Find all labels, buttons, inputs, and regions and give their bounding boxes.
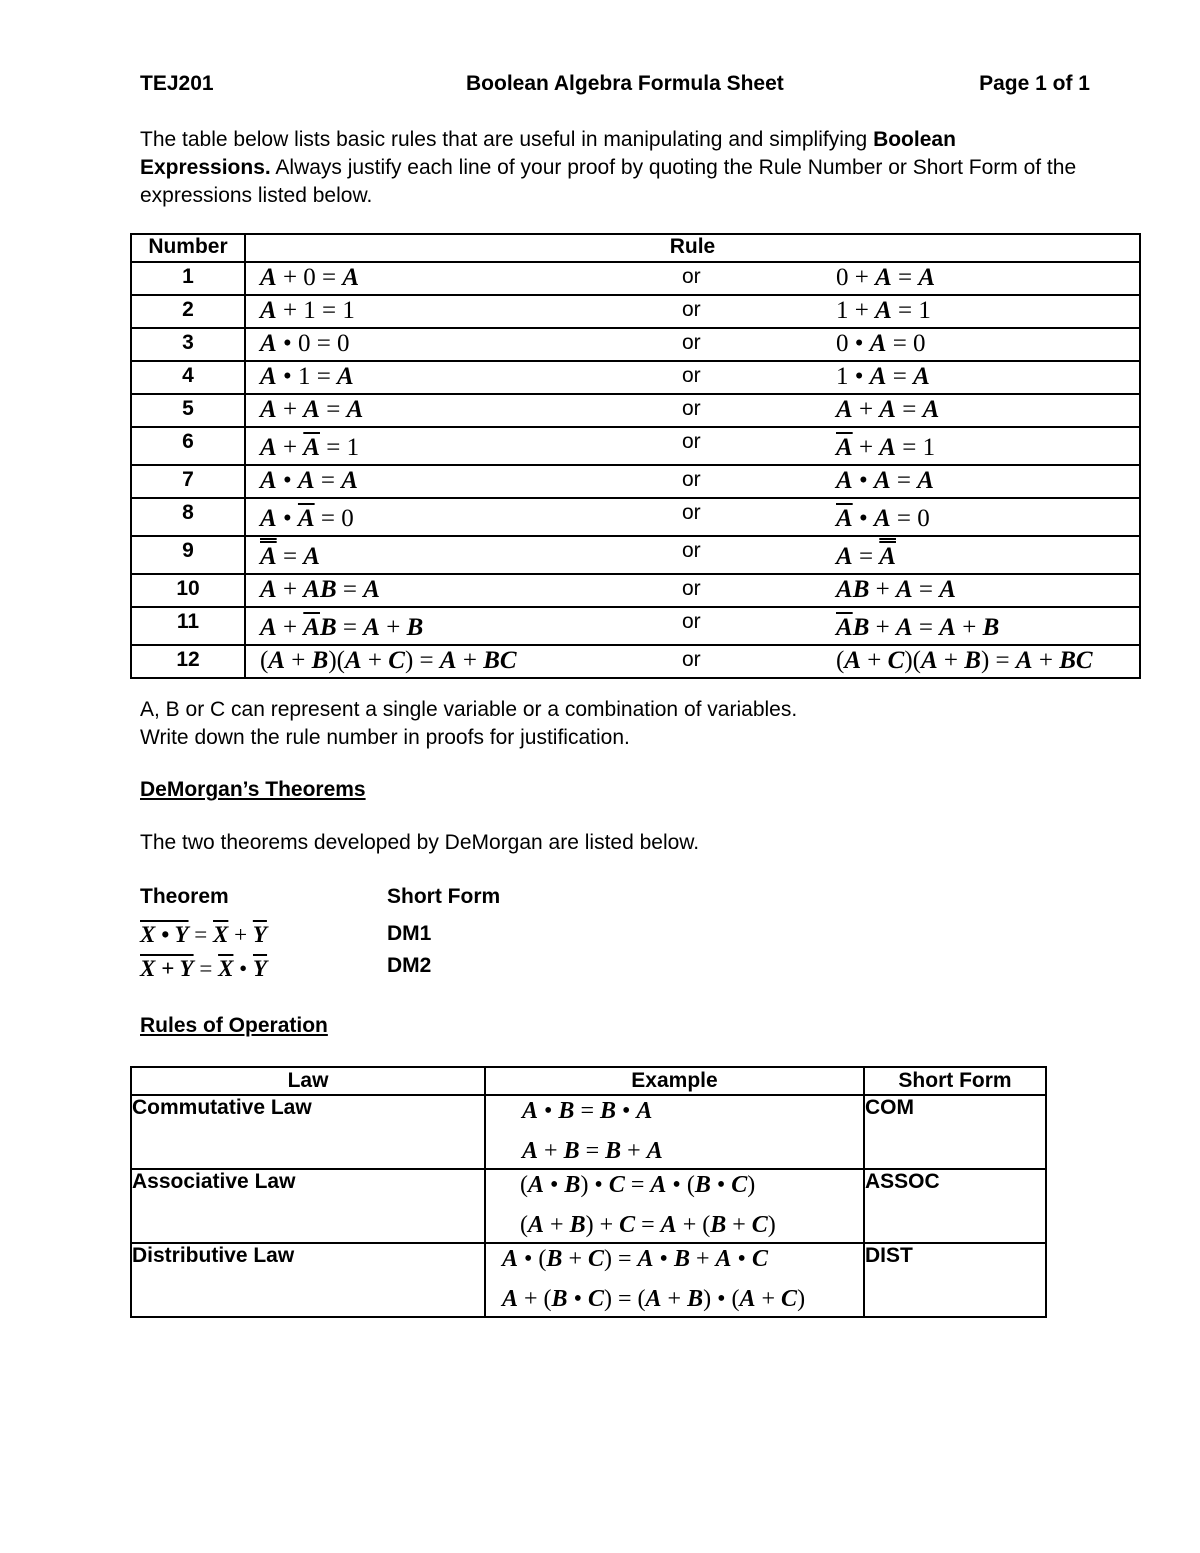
rules-table	[130, 233, 1141, 679]
demorgan-title: DeMorgan’s Theorems	[140, 778, 366, 801]
rule-expression-left: A = A	[260, 543, 320, 570]
operations-title: Rules of Operation	[140, 1014, 328, 1037]
demorgan-theorem-1: X • $Y = \overline{X} + \overline{Y}$	[140, 922, 267, 947]
table-row	[131, 262, 1140, 295]
rule-cell	[245, 465, 1140, 498]
rule-cell	[245, 394, 1140, 427]
rule-cell	[245, 498, 1140, 536]
rule-expression-right: $\overline{A}B + A = A + B$	[836, 614, 1000, 641]
rule-expression-right: AB + A = A	[836, 576, 956, 603]
example-line: A • B = B • A	[522, 1098, 653, 1124]
rule-cell	[245, 574, 1140, 607]
rule-or-label: or	[682, 430, 701, 453]
example-line: (A • B) • C = A • (B • C)	[520, 1172, 756, 1198]
rule-expression-left: (A + B)(A + C) = A + BC	[260, 647, 517, 674]
rules-table-header	[131, 234, 1140, 262]
law-short-form: ASSOC	[864, 1169, 1046, 1243]
page-header	[140, 72, 1090, 102]
operations-table	[130, 1066, 1047, 1318]
demorgan-col-short: Short Form	[387, 885, 501, 908]
rule-expression-left: A • 0 = 0	[260, 330, 350, 357]
rule-expression-left: A • 1 = A	[260, 363, 354, 390]
demorgan-theorem-2: $X + Y = \overline{X}$ • $\overline{Y}$	[140, 956, 268, 981]
note-line: A, B or C can represent a single variable or a combination of variables.	[140, 698, 798, 721]
example-line: A + (B • C) = (A + B) • (A + C)	[502, 1286, 806, 1312]
rule-or-label: or	[682, 648, 701, 671]
rule-or-label: or	[682, 265, 701, 288]
rule-expression-left: A • $\overline{A} = 0$	[260, 505, 354, 532]
rule-number: 10	[131, 574, 245, 607]
page-number: Page 1 of 1	[979, 72, 1090, 95]
rule-number: 11	[131, 607, 245, 645]
rule-number: 2	[131, 295, 245, 328]
header-rule: Rule	[245, 234, 1140, 262]
rule-or-label: or	[682, 539, 701, 562]
rule-expression-right: (A + C)(A + B) = A + BC	[836, 647, 1093, 674]
table-row	[131, 361, 1140, 394]
rule-or-label: or	[682, 397, 701, 420]
law-example	[485, 1095, 864, 1169]
example-line: (A + B) + C = A + (B + C)	[520, 1212, 776, 1238]
rule-cell	[245, 645, 1140, 678]
law-short-form: COM	[864, 1095, 1046, 1169]
rule-expression-right: 1 • A = A	[836, 363, 930, 390]
rule-cell	[245, 361, 1140, 394]
page-title: Boolean Algebra Formula Sheet	[466, 72, 784, 95]
rule-expression-right: 1 + A = 1	[836, 297, 931, 324]
note-line: Write down the rule number in proofs for justification.	[140, 726, 630, 749]
header-law: Law	[131, 1067, 485, 1095]
intro-text-1: The table below lists basic rules that are useful in manipulating and simplifying	[140, 128, 874, 151]
rule-expression-right: A = A	[836, 543, 896, 570]
intro-paragraph	[140, 126, 1090, 210]
table-row	[131, 498, 1140, 536]
rule-expression-left: A + A = A	[260, 396, 364, 423]
rule-or-label: or	[682, 468, 701, 491]
rule-expression-right: $\overline{A} + A = 1$	[836, 434, 936, 461]
law-name: Distributive Law	[131, 1243, 485, 1317]
header-short-form: Short Form	[864, 1067, 1046, 1095]
rule-expression-right: 0 + A = A	[836, 264, 936, 291]
intro-bold-term: Boolean Expressions.	[140, 128, 956, 179]
table-row	[131, 1243, 1046, 1317]
rule-cell	[245, 295, 1140, 328]
table-row	[131, 1095, 1046, 1169]
rule-or-label: or	[682, 331, 701, 354]
table-row	[131, 328, 1140, 361]
rule-number: 5	[131, 394, 245, 427]
rule-cell	[245, 427, 1140, 465]
rule-expression-left: A + 1 = 1	[260, 297, 355, 324]
law-name: Commutative Law	[131, 1095, 485, 1169]
rule-number: 12	[131, 645, 245, 678]
example-line: A + B = B + A	[522, 1138, 663, 1164]
rule-number: 3	[131, 328, 245, 361]
demorgan-short-1: DM1	[387, 922, 432, 945]
rule-expression-right: A • A = A	[836, 467, 934, 494]
operations-table-header	[131, 1067, 1046, 1095]
rule-cell	[245, 328, 1140, 361]
header-number: Number	[131, 234, 245, 262]
rule-cell	[245, 536, 1140, 574]
table-row	[131, 295, 1140, 328]
rule-expression-left: $A + \overline{A}B = A + B$	[260, 614, 424, 641]
rule-number: 1	[131, 262, 245, 295]
demorgan-short-2: DM2	[387, 954, 432, 977]
rule-number: 6	[131, 427, 245, 465]
rule-or-label: or	[682, 610, 701, 633]
header-example: Example	[485, 1067, 864, 1095]
rule-or-label: or	[682, 577, 701, 600]
demorgan-col-theorem: Theorem	[140, 885, 229, 908]
law-name: Associative Law	[131, 1169, 485, 1243]
law-example	[485, 1243, 864, 1317]
rule-or-label: or	[682, 501, 701, 524]
rule-cell	[245, 607, 1140, 645]
rule-number: 9	[131, 536, 245, 574]
law-short-form: DIST	[864, 1243, 1046, 1317]
table-row	[131, 1169, 1046, 1243]
notes	[140, 696, 797, 752]
demorgan-description: The two theorems developed by DeMorgan are listed below.	[140, 831, 700, 854]
table-row	[131, 574, 1140, 607]
table-row	[131, 607, 1140, 645]
rule-expression-left: A + 0 = A	[260, 264, 360, 291]
table-row	[131, 427, 1140, 465]
rule-expression-right: A + A = A	[836, 396, 940, 423]
example-line: A • (B + C) = A • B + A • C	[502, 1246, 768, 1272]
rule-number: 7	[131, 465, 245, 498]
rule-number: 8	[131, 498, 245, 536]
course-code: TEJ201	[140, 72, 214, 95]
rule-or-label: or	[682, 364, 701, 387]
table-row	[131, 536, 1140, 574]
rule-expression-left: $A + \overline{A} = 1$	[260, 434, 360, 461]
rule-or-label: or	[682, 298, 701, 321]
table-row	[131, 394, 1140, 427]
intro-text-2: Always justify each line of your proof by quoting the Rule Number or Short Form of the expressions listed below.	[140, 156, 1077, 207]
rule-number: 4	[131, 361, 245, 394]
rule-expression-left: A • A = A	[260, 467, 358, 494]
law-example	[485, 1169, 864, 1243]
table-row	[131, 465, 1140, 498]
rule-expression-right: $\overline{A}$ • A = 0	[836, 505, 930, 532]
rule-expression-left: A + AB = A	[260, 576, 380, 603]
rule-expression-right: 0 • A = 0	[836, 330, 926, 357]
table-row	[131, 645, 1140, 678]
rule-cell	[245, 262, 1140, 295]
